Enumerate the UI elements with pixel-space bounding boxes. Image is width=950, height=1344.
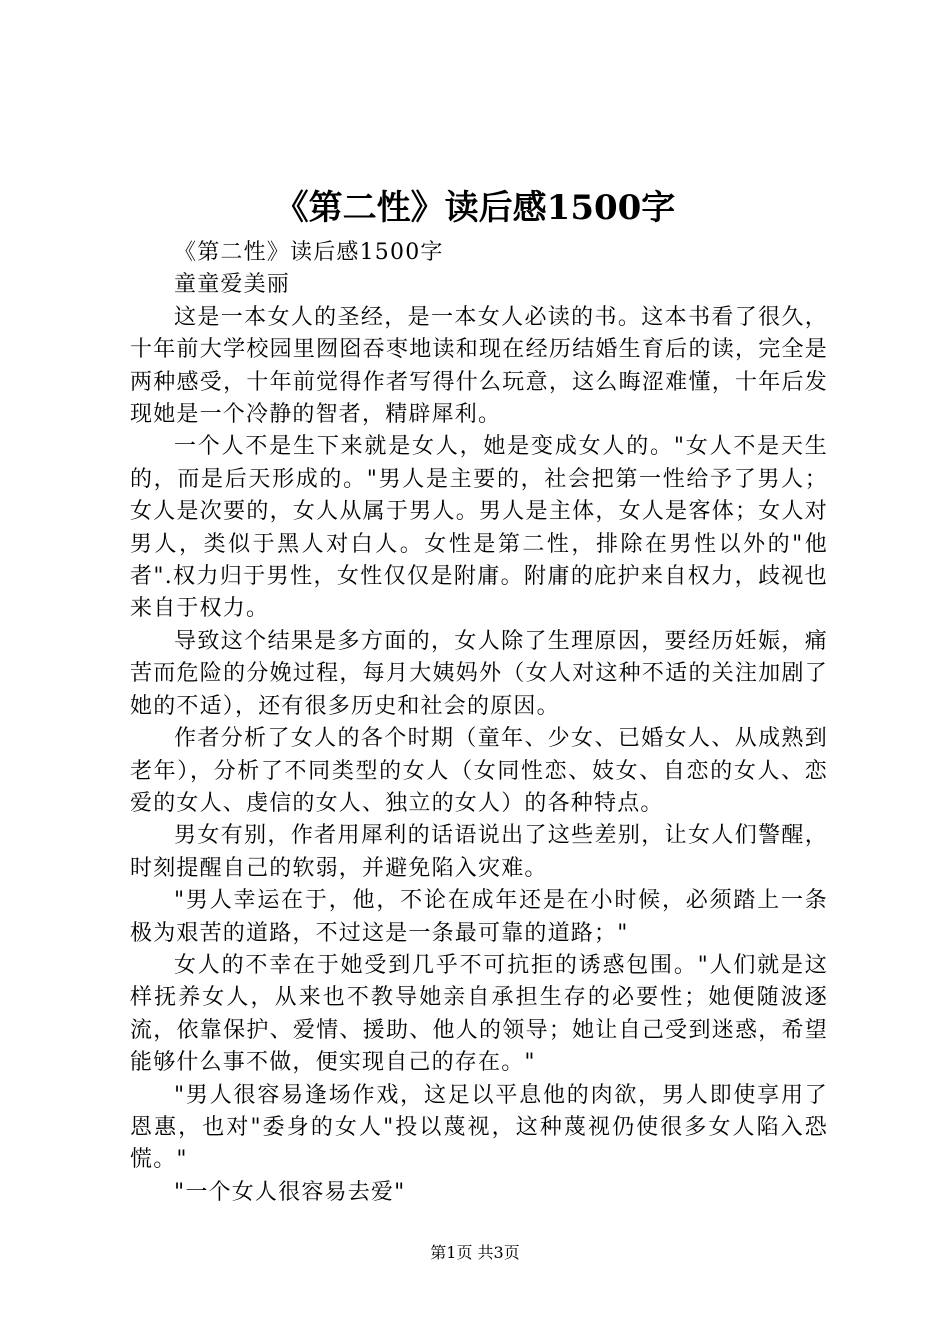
paragraph-quote: "一个女人很容易去爱": [174, 1179, 406, 1205]
paragraph-quote: "男人幸运在于，他，不论在成年还是在小时候，必须踏上一条极为艰苦的道路，不过这是一条最可靠的道路；": [130, 888, 828, 946]
paragraph: 一个人不是生下来就是女人，她是变成女人的。"女人不是天生的，而是后天形成的。"男人是主要的，社会把第一性给予了男人；女人是次要的，女人从属于男人。男人是主体，女人是客体；女人对男人，类似于黑人对白人。女性是第二性，排除在男性以外的"他者".权力归于男性，女性仅仅是附庸。附庸的庇护来自权力，歧视也来自于权力。: [130, 434, 828, 622]
page-indicator: 第1页 共3页: [430, 1243, 520, 1262]
paragraph: 作者分析了女人的各个时期（童年、少女、已婚女人、从成熟到老年），分析了不同类型的女人（女同性恋、妓女、自恋的女人、恋爱的女人、虔信的女人、独立的女人）的各种特点。: [130, 726, 828, 816]
paragraph-author: 童童爱美丽: [174, 272, 291, 298]
paragraph: 导致这个结果是多方面的，女人除了生理原因，要经历妊娠，痛苦而危险的分娩过程，每月大姨妈外（女人对这种不适的关注加剧了她的不适），还有很多历史和社会的原因。: [130, 628, 828, 719]
document-title: 《第二性》读后感1500字: [274, 188, 676, 228]
paragraph: 男女有别，作者用犀利的话语说出了这些差别，让女人们警醒，时刻提醒自己的软弱，并避免陷入灾难。: [130, 823, 828, 881]
document-body: [130, 237, 828, 1209]
paragraph-subtitle: 《第二性》读后感1500字: [174, 240, 444, 265]
paragraph-quote: "男人很容易逢场作戏，这足以平息他的肉欲，男人即使享用了恩惠，也对"委身的女人"投以蔑视，这种蔑视仍使很多女人陷入恐慌。": [130, 1082, 828, 1173]
paragraph: 这是一本女人的圣经，是一本女人必读的书。这本书看了很久，十年前大学校园里囫囵吞枣地读和现在经历结婚生育后的读，完全是两种感受，十年前觉得作者写得什么玩意，这么晦涩难懂，十年后发现她是一个冷静的智者，精辟犀利。: [130, 304, 828, 428]
paragraph: 女人的不幸在于她受到几乎不可抗拒的诱惑包围。"人们就是这样抚养女人，从来也不教导她亲自承担生存的必要性；她便随波逐流，依靠保护、爱情、援助、他人的领导；她让自己受到迷惑，希望能够什么事不做，便实现自己的存在。": [130, 952, 828, 1076]
